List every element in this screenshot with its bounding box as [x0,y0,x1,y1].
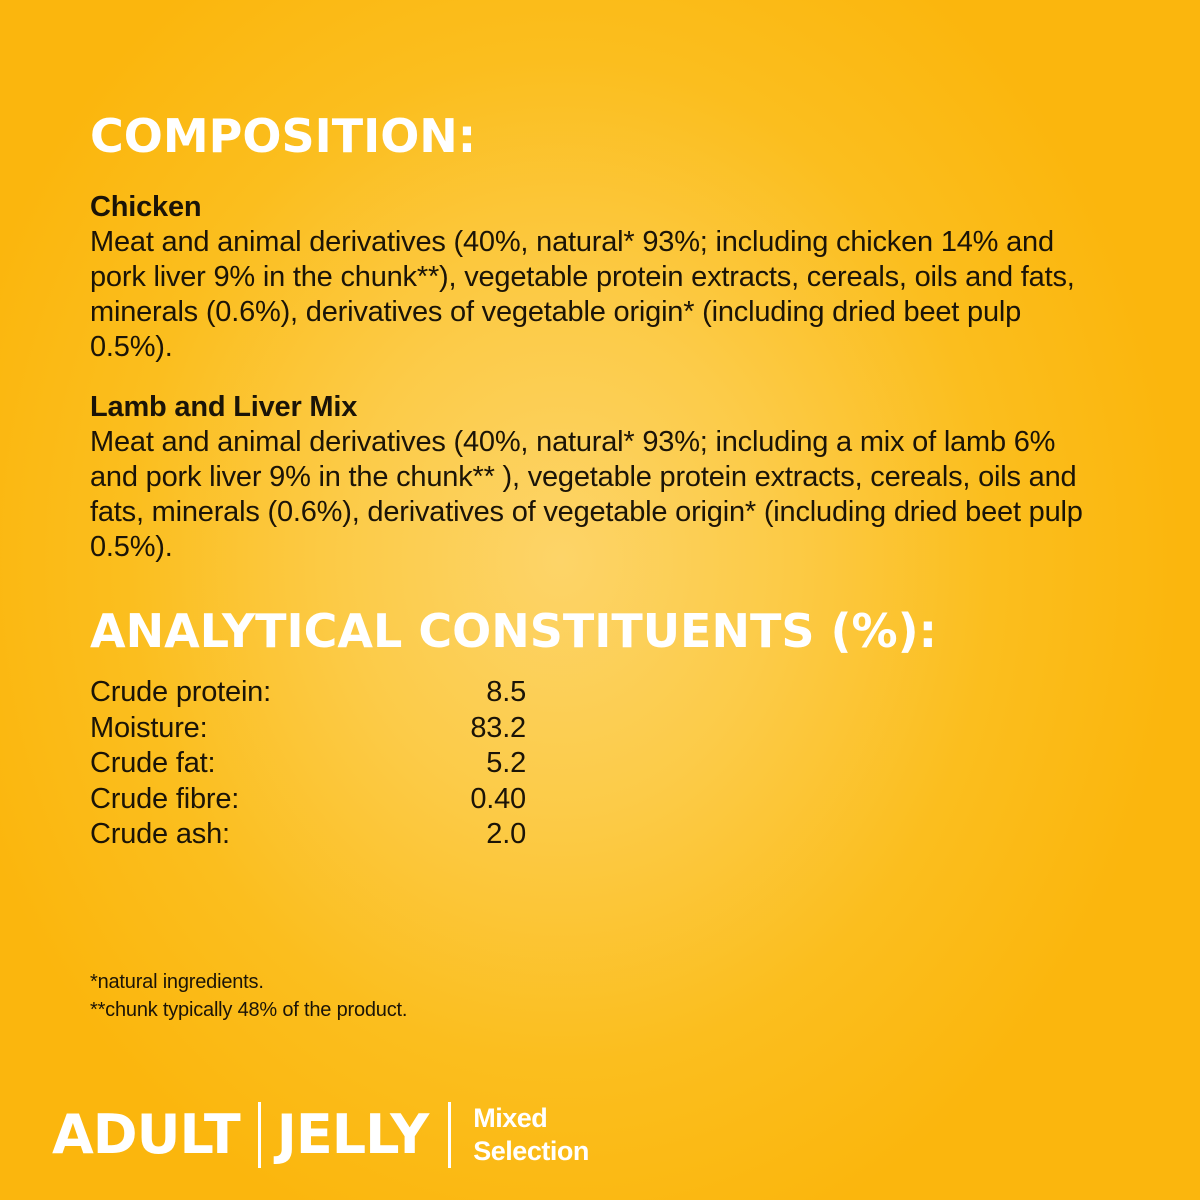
constituent-row [90,675,526,711]
constituent-value: 2.0 [486,818,526,850]
constituent-label: Moisture: [90,711,208,744]
constituent-value: 8.5 [486,676,526,708]
analytical-constituents-table [90,675,530,853]
composition-heading: COMPOSITION: [90,109,477,163]
constituent-label: Crude ash: [90,818,230,850]
constituent-value: 83.2 [470,711,526,744]
footnote-natural: *natural ingredients. [90,971,264,993]
constituent-value: 5.2 [486,747,526,779]
chicken-composition [90,190,1100,365]
mixed-selection-label [473,1102,589,1168]
constituent-row [90,711,526,747]
constituent-label: Crude protein: [90,676,271,708]
lamb-liver-title: Lamb and Liver Mix [90,391,358,423]
constituent-row [90,746,526,782]
constituent-row [90,817,526,853]
selection-text: Selection [473,1136,589,1166]
footer-divider [448,1102,451,1168]
product-variant-footer [52,1095,589,1175]
chicken-title: Chicken [90,191,202,223]
chicken-ingredients: Meat and animal derivatives (40%, natural* 93%; including chicken 14% and pork liver 9% in the chunk**), vegetable protein extracts, cereals, oils and fats, minerals (0.6%), derivatives of vegetable origin* (including dried beet pulp 0.5%). [90,226,1075,363]
footer-divider [258,1102,261,1168]
footnote-chunk: **chunk typically 48% of the product. [90,999,408,1021]
footnotes [90,968,407,1024]
mixed-text: Mixed [473,1103,548,1133]
constituent-value: 0.40 [470,782,526,815]
lamb-liver-ingredients: Meat and animal derivatives (40%, natural* 93%; including a mix of lamb 6% and pork liver 9% in the chunk** ), vegetable protein extracts, cereals, oils and fats, minerals (0.6%), derivatives of vegetable origin* (including dried beet pulp 0.5%). [90,426,1083,563]
analytical-constituents-heading: ANALYTICAL CONSTITUENTS (%): [90,604,938,658]
constituent-row [90,782,526,818]
lamb-liver-composition [90,390,1100,565]
constituent-label: Crude fat: [90,747,216,779]
adult-label: ADULT [52,1103,240,1166]
jelly-label: JELLY [276,1103,429,1166]
constituent-label: Crude fibre: [90,782,240,815]
